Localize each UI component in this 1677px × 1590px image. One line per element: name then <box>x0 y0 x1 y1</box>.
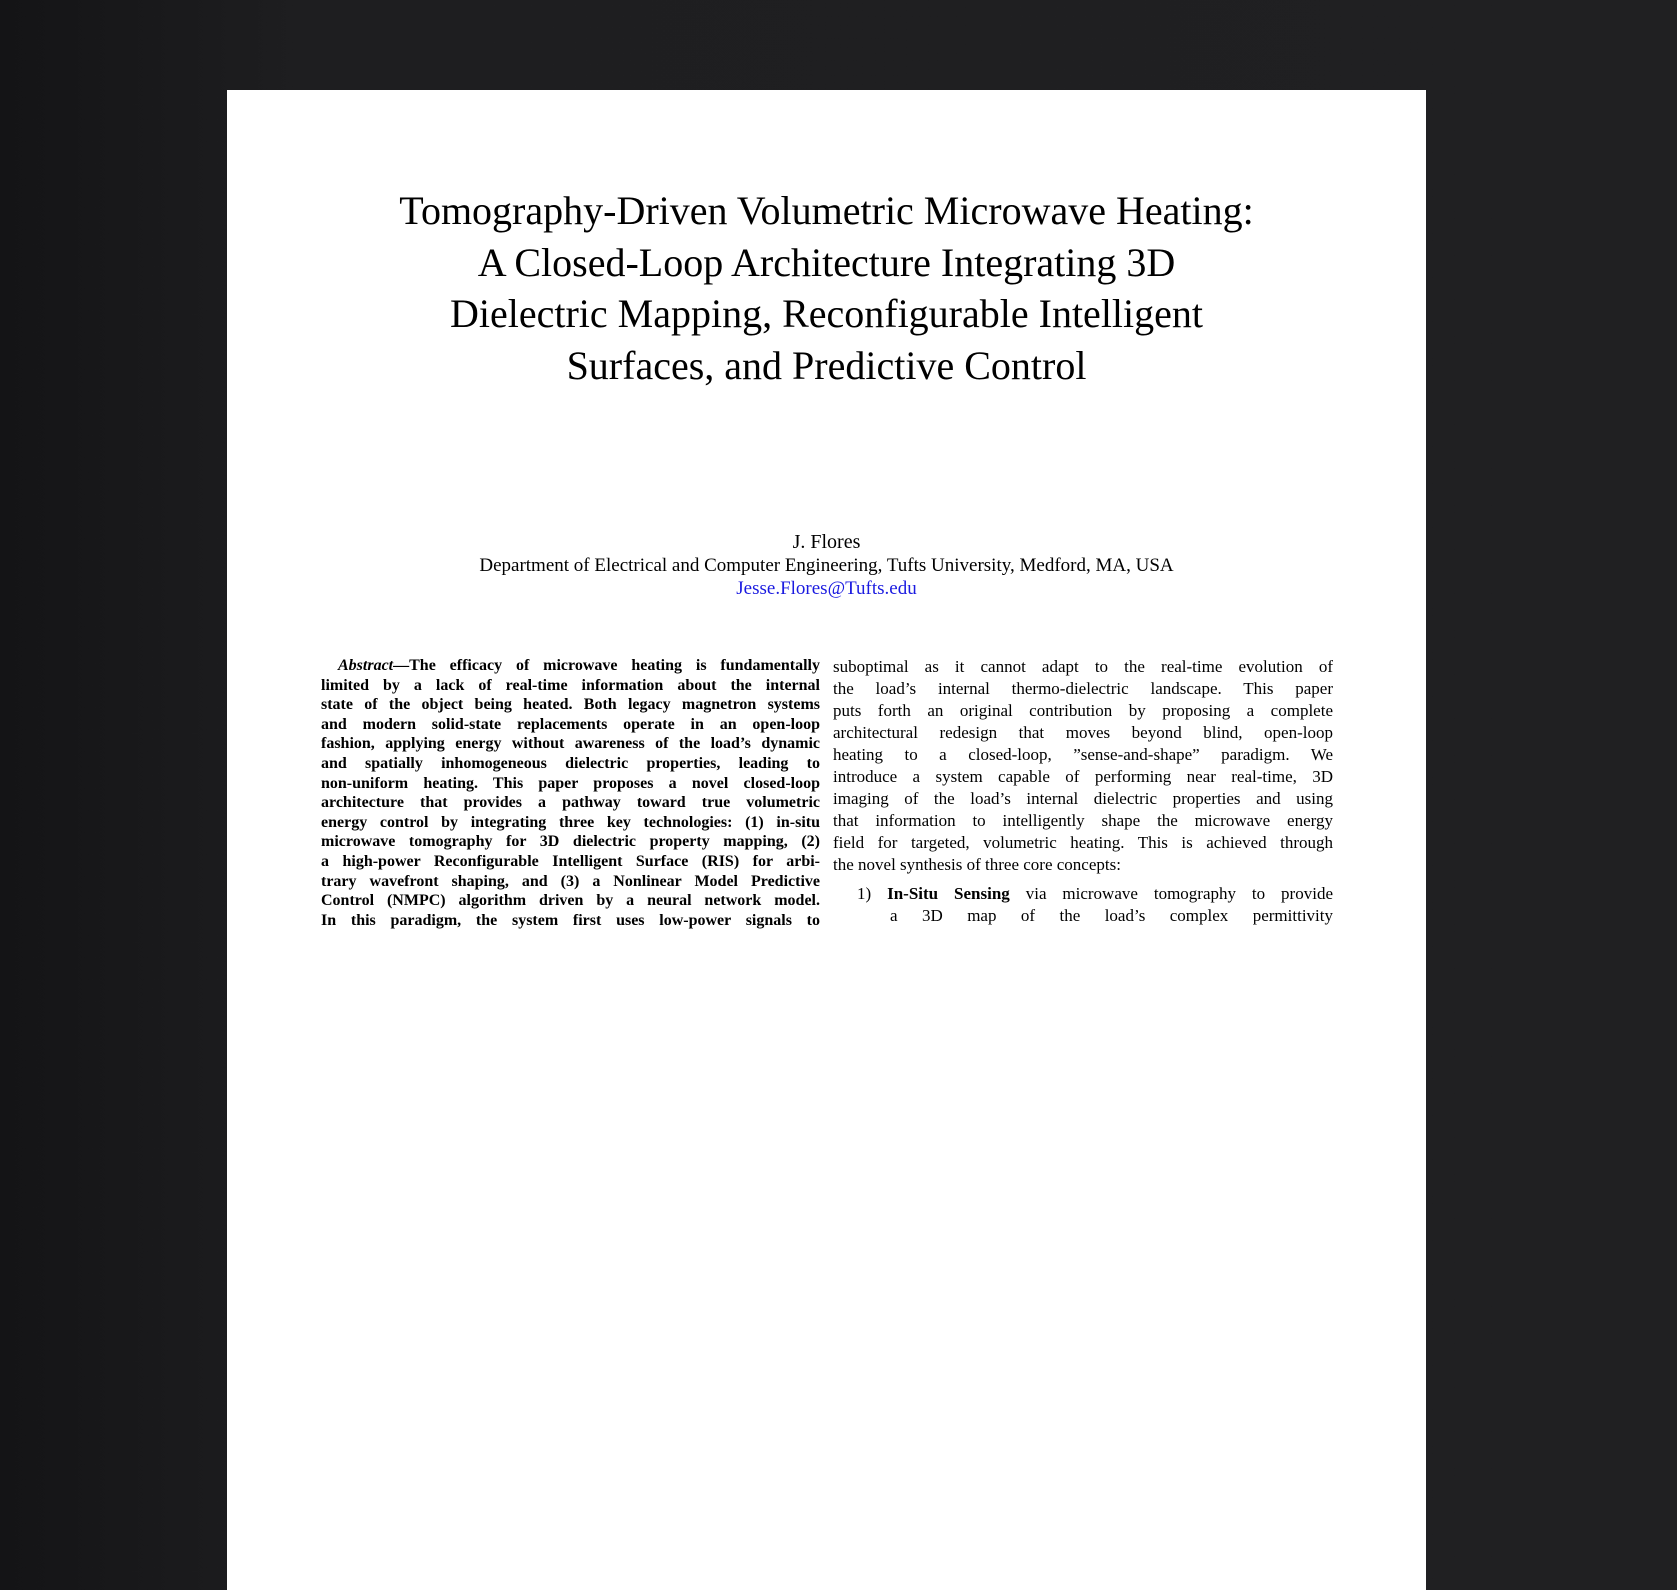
text-line: and modern solid-state replacements operate in an open-loop <box>321 715 820 735</box>
author-email-link[interactable]: Jesse.Flores@Tufts.edu <box>736 578 916 599</box>
text-line: field for targeted, volumetric heating. This is achieved through <box>833 832 1333 854</box>
text-line: 1) In-Situ Sensing via microwave tomography to provide <box>833 883 1333 905</box>
text-line: trary wavefront shaping, and (3) a Nonlinear Model Predictive <box>321 872 820 892</box>
text-line: architecture that provides a pathway toward true volumetric <box>321 793 820 813</box>
text-line: and spatially inhomogeneous dielectric properties, leading to <box>321 754 820 774</box>
text-line: heating to a closed-loop, ”sense-and-shape” paradigm. We <box>833 744 1333 766</box>
text-line: a high-power Reconfigurable Intelligent Surface (RIS) for arbi- <box>321 852 820 872</box>
text-line: suboptimal as it cannot adapt to the real-time evolution of <box>833 656 1333 678</box>
text-line: Control (NMPC) algorithm driven by a neural network model. <box>321 891 820 911</box>
abstract-column <box>321 656 820 930</box>
text-line: a 3D map of the load’s complex permittivity <box>833 905 1333 927</box>
paper-title-line: Surfaces, and Predictive Control <box>227 340 1426 392</box>
text-line: introduce a system capable of performing near real-time, 3D <box>833 766 1333 788</box>
author-affiliation: Department of Electrical and Computer Engineering, Tufts University, Medford, MA, USA <box>227 555 1426 577</box>
document-page <box>227 90 1426 1590</box>
text-line: that information to intelligently shape the microwave energy <box>833 810 1333 832</box>
intro-column <box>833 656 1333 927</box>
text-line: non-uniform heating. This paper proposes a novel closed-loop <box>321 774 820 794</box>
paper-title-line: A Closed-Loop Architecture Integrating 3D <box>227 237 1426 289</box>
text-line: limited by a lack of real-time information about the internal <box>321 676 820 696</box>
text-line: the load’s internal thermo-dielectric landscape. This paper <box>833 678 1333 700</box>
text-line: In this paradigm, the system first uses low-power signals to <box>321 911 820 931</box>
paper-title-line: Tomography-Driven Volumetric Microwave Heating: <box>227 185 1426 237</box>
text-line: imaging of the load’s internal dielectric properties and using <box>833 788 1333 810</box>
text-line: puts forth an original contribution by proposing a complete <box>833 700 1333 722</box>
author-name: J. Flores <box>227 531 1426 554</box>
text-line: fashion, applying energy without awareness of the load’s dynamic <box>321 734 820 754</box>
text-line: architectural redesign that moves beyond blind, open-loop <box>833 722 1333 744</box>
text-line: microwave tomography for 3D dielectric property mapping, (2) <box>321 832 820 852</box>
paper-title-line: Dielectric Mapping, Reconfigurable Intelligent <box>227 288 1426 340</box>
text-line: energy control by integrating three key technologies: (1) in-situ <box>321 813 820 833</box>
author-email <box>227 578 1426 600</box>
paper-title <box>227 185 1426 391</box>
text-line: the novel synthesis of three core concepts: <box>833 854 1333 876</box>
text-line: Abstract—The efficacy of microwave heating is fundamentally <box>321 656 820 676</box>
text-line: state of the object being heated. Both legacy magnetron systems <box>321 695 820 715</box>
